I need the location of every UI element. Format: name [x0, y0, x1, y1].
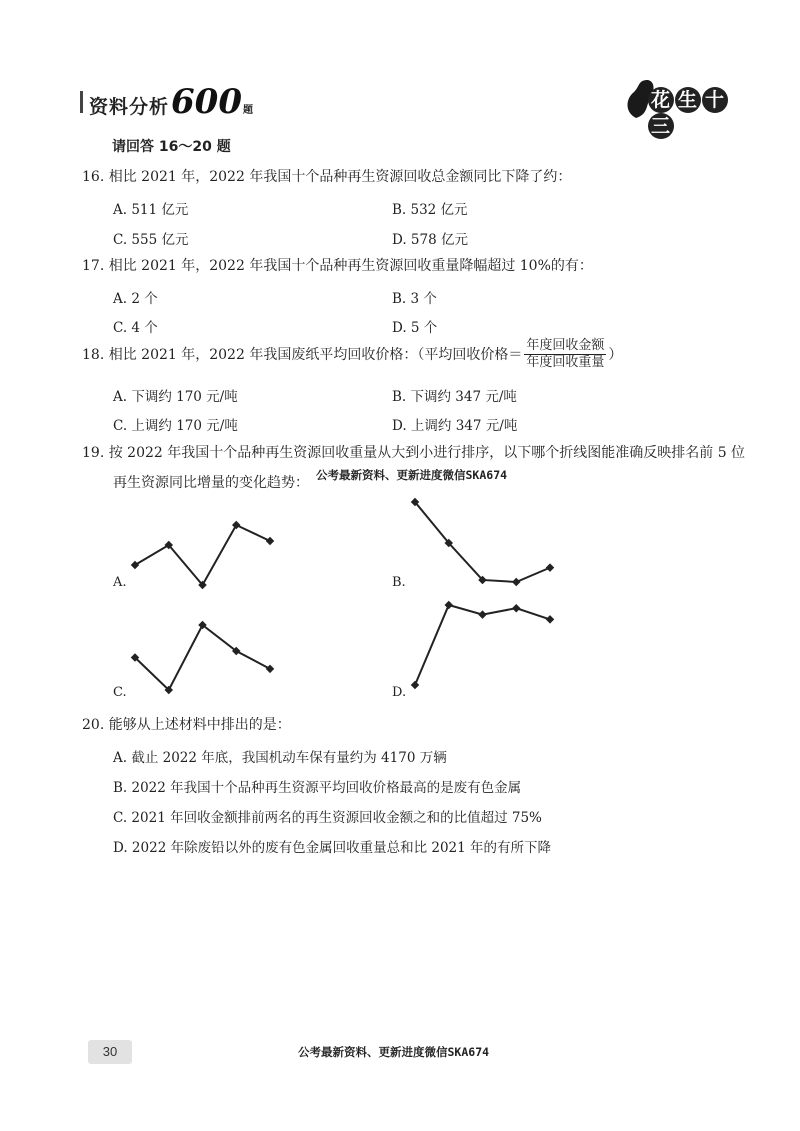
option-16-a[interactable]: A. 511 亿元 — [113, 202, 189, 218]
question-text: 按 2022 年我国十个品种再生资源回收重量从大到小进行排序，以下哪个折线图能准确反映排名前 5 位 — [108, 445, 746, 461]
option-17-b[interactable]: B. 3 个 — [392, 291, 437, 307]
watermark-text: 公考最新资料、更新进度微信SKA674 — [316, 468, 508, 482]
line-chart-b[interactable] — [405, 492, 560, 592]
question-number: 19. — [82, 445, 105, 461]
line-chart-c[interactable] — [125, 615, 280, 700]
option-17-c[interactable]: C. 4 个 — [113, 320, 158, 336]
question-number: 18. — [82, 346, 105, 363]
series-number: 600 — [171, 82, 242, 122]
option-18-c[interactable]: C. 上调约 170 元/吨 — [113, 418, 238, 434]
section-instruction: 请回答 16～20 题 — [112, 139, 231, 155]
brand-char: 十 — [702, 87, 728, 113]
option-16-d[interactable]: D. 578 亿元 — [392, 232, 468, 248]
data-point-a-5 — [266, 537, 274, 545]
option-19-c[interactable]: C. — [113, 685, 127, 700]
brand-char: 生 — [675, 87, 701, 113]
line-chart-d[interactable] — [405, 595, 560, 695]
brand-logo — [622, 78, 732, 137]
option-20-a[interactable]: A. 截止 2022 年底，我国机动车保有量约为 4170 万辆 — [113, 750, 447, 766]
data-point-d-1 — [411, 681, 419, 689]
option-18-a[interactable]: A. 下调约 170 元/吨 — [113, 389, 238, 405]
question-number: 17. — [82, 258, 105, 274]
header-divider — [80, 91, 83, 113]
price-formula — [524, 338, 606, 371]
question-number: 16. — [82, 169, 105, 185]
footer-watermark: 公考最新资料、更新进度微信SKA674 — [298, 1045, 490, 1059]
series-header — [80, 82, 253, 122]
brand-char: 三 — [648, 113, 674, 139]
option-20-d[interactable]: D. 2022 年除废铅以外的废有色金属回收重量总和比 2021 年的有所下降 — [113, 840, 552, 856]
series-line-b — [415, 502, 550, 582]
option-19-d[interactable]: D. — [392, 685, 407, 700]
question-text: 相比 2021 年，2022 年我国十个品种再生资源回收总金额同比下降了约： — [108, 169, 572, 185]
question-text: 相比 2021 年，2022 年我国十个品种再生资源回收重量降幅超过 10%的有： — [108, 258, 593, 274]
data-point-a-1 — [131, 561, 139, 569]
data-point-b-4 — [512, 578, 520, 586]
option-18-b[interactable]: B. 下调约 347 元/吨 — [392, 389, 517, 405]
data-point-d-4 — [512, 604, 520, 612]
data-point-d-3 — [478, 610, 486, 618]
option-19-b[interactable]: B. — [392, 575, 406, 590]
formula-numerator: 年度回收金额 — [526, 338, 605, 353]
question-number: 20. — [82, 717, 105, 733]
option-17-a[interactable]: A. 2 个 — [113, 291, 158, 307]
question-16 — [82, 167, 571, 187]
series-line-c — [135, 625, 270, 690]
option-16-b[interactable]: B. 532 亿元 — [392, 202, 468, 218]
data-point-a-4 — [232, 521, 240, 529]
question-text: 能够从上述材料中排出的是： — [108, 717, 291, 733]
question-19 — [82, 443, 745, 463]
series-name: 资料分析 — [89, 96, 170, 118]
option-20-c[interactable]: C. 2021 年回收金额排前两名的再生资源回收金额之和的比值超过 75% — [113, 810, 542, 826]
data-point-d-2 — [445, 601, 453, 609]
data-point-b-5 — [546, 563, 554, 571]
page-number: 30 — [88, 1040, 132, 1064]
question-17 — [82, 256, 593, 276]
data-point-d-5 — [546, 615, 554, 623]
series-suffix: 题 — [243, 105, 253, 116]
line-chart-a[interactable] — [125, 515, 280, 595]
question-18 — [82, 338, 622, 371]
question-text-end: ） — [608, 346, 623, 363]
data-point-c-5 — [266, 665, 274, 673]
question-text: 相比 2021 年，2022 年我国废纸平均回收价格：（平均回收价格＝ — [108, 346, 523, 363]
brand-char: 花 — [648, 87, 674, 113]
series-line-a — [135, 525, 270, 585]
option-19-a[interactable]: A. — [113, 575, 127, 590]
formula-denominator: 年度回收重量 — [526, 355, 605, 370]
option-16-c[interactable]: C. 555 亿元 — [113, 232, 189, 248]
option-18-d[interactable]: D. 上调约 347 元/吨 — [392, 418, 518, 434]
option-20-b[interactable]: B. 2022 年我国十个品种再生资源平均回收价格最高的是废有色金属 — [113, 780, 522, 796]
question-19-line2: 再生资源同比增量的变化趋势： — [113, 475, 309, 491]
option-17-d[interactable]: D. 5 个 — [392, 320, 438, 336]
brand-name — [648, 87, 732, 139]
question-20 — [82, 715, 291, 735]
